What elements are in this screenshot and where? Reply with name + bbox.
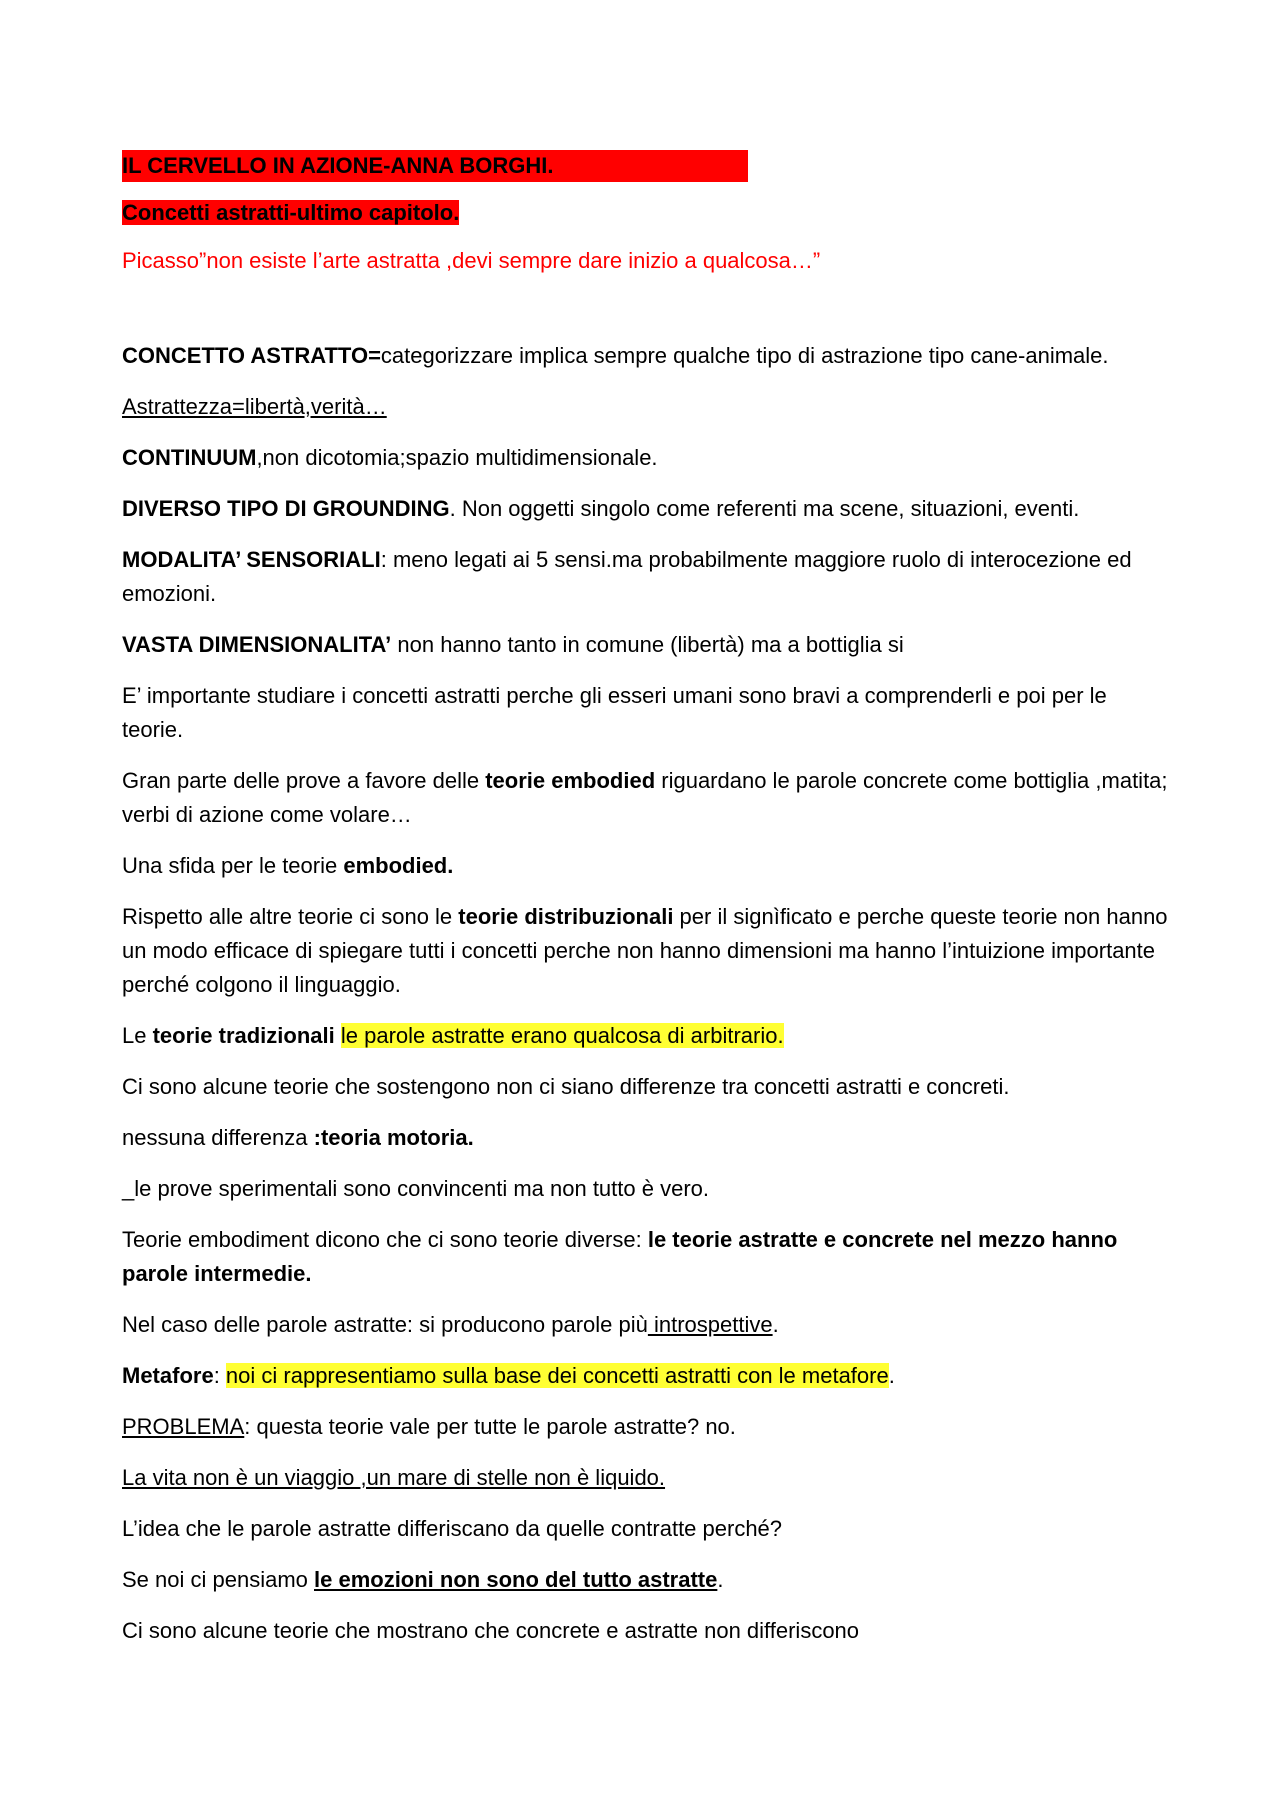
paragraph-tradizionali bbox=[122, 1019, 1172, 1053]
term-teorie-distribuzionali: teorie distribuzionali bbox=[458, 904, 674, 929]
paragraph-emozioni bbox=[122, 1563, 1172, 1597]
paragraph-problema bbox=[122, 1410, 1172, 1444]
paragraph-teoria-motoria bbox=[122, 1121, 1172, 1155]
term-emozioni: le emozioni non sono del tutto astratte bbox=[314, 1567, 718, 1592]
term-grounding: DIVERSO TIPO DI GROUNDING bbox=[122, 496, 450, 521]
paragraph-text bbox=[335, 1023, 341, 1048]
paragraph-importante: E’ importante studiare i concetti astratti perche gli esseri umani sono bravi a comprenderli e poi per le teorie. bbox=[122, 683, 1107, 742]
term-parole-intermedie: le teorie astratte e concrete nel mezzo hanno parole intermedie. bbox=[122, 1227, 1118, 1286]
paragraph-text: : questa teorie vale per tutte le parole astratte? no. bbox=[244, 1414, 736, 1439]
term-modalita-sensoriali: MODALITA’ SENSORIALI bbox=[122, 547, 381, 572]
term-continuum: CONTINUUM bbox=[122, 445, 257, 470]
term-concetto-astratto: CONCETTO ASTRATTO= bbox=[122, 343, 381, 368]
paragraph-continuum bbox=[122, 441, 1172, 475]
underlined-introspettive: introspettive bbox=[647, 1312, 773, 1337]
underlined-astrattezza: Astrattezza=libertà,verità… bbox=[122, 394, 387, 419]
term-teoria-motoria: :teoria motoria. bbox=[313, 1125, 474, 1150]
paragraph-text: per il signìficato e perche queste teorie non hanno un modo efficace di spiegare tutti i concetti perche non hanno dimensioni ma hanno l’intuizione importante perché colgono il linguaggio. bbox=[122, 904, 1168, 997]
paragraph-prove-sperimentali: _le prove sperimentali sono convincenti ma non tutto è vero. bbox=[122, 1176, 709, 1201]
underlined-problema: PROBLEMA bbox=[122, 1414, 245, 1439]
paragraph-grounding bbox=[122, 492, 1172, 526]
paragraph-text: . bbox=[888, 1363, 895, 1388]
picasso-quote: Picasso”non esiste l’arte astratta ,devi sempre dare inizio a qualcosa…” bbox=[122, 248, 821, 273]
paragraph-vasta-dimensionalita bbox=[122, 628, 1172, 662]
paragraph-text: Rispetto alle altre teorie ci sono le bbox=[122, 904, 459, 929]
paragraph-text: Una sfida per le teorie bbox=[122, 853, 344, 878]
paragraph-text: Se noi ci pensiamo bbox=[122, 1567, 314, 1592]
paragraph-text: : meno legati ai 5 sensi.ma probabilmente maggiore ruolo di interocezione ed emozioni. bbox=[122, 547, 1132, 606]
paragraph-embodiment bbox=[122, 1223, 1172, 1291]
paragraph-text: : bbox=[213, 1363, 226, 1388]
term-embodied: embodied. bbox=[343, 853, 454, 878]
term-metafore: Metafore bbox=[122, 1363, 214, 1388]
paragraph-nessuna-differenza-intro: Ci sono alcune teorie che sostengono non ci siano differenze tra concetti astratti e concreti. bbox=[122, 1074, 1010, 1099]
paragraph-text: categorizzare implica sempre qualche tipo di astrazione tipo cane-animale. bbox=[380, 343, 1109, 368]
highlighted-text: le parole astratte erano qualcosa di arbitrario. bbox=[340, 1023, 784, 1048]
paragraph-text: Nel caso delle parole astratte: si producono parole più bbox=[122, 1312, 648, 1337]
term-teorie-embodied: teorie embodied bbox=[485, 768, 656, 793]
paragraph-prove-embodied bbox=[122, 764, 1172, 832]
paragraph-text: non hanno tanto in comune (libertà) ma a bottiglia si bbox=[391, 632, 904, 657]
paragraph-sfida bbox=[122, 849, 1172, 883]
paragraph-introspettive bbox=[122, 1308, 1172, 1342]
paragraph-astrattezza bbox=[122, 390, 1172, 424]
document-title: IL CERVELLO IN AZIONE-ANNA BORGHI. bbox=[122, 150, 748, 182]
paragraph-concetto-astratto bbox=[122, 339, 1172, 373]
document-page bbox=[122, 150, 1172, 1665]
paragraph-text: Le bbox=[122, 1023, 153, 1048]
paragraph-text: nessuna differenza bbox=[122, 1125, 314, 1150]
paragraph-text: ,non dicotomia;spazio multidimensionale. bbox=[256, 445, 658, 470]
document-subtitle bbox=[122, 196, 1172, 230]
paragraph-idea: L’idea che le parole astratte differiscano da quelle contratte perché? bbox=[122, 1516, 783, 1541]
term-vasta-dimensionalita: VASTA DIMENSIONALITA’ bbox=[122, 632, 392, 657]
blank-line bbox=[122, 295, 1172, 339]
paragraph-text: Teorie embodiment dicono che ci sono teorie diverse: bbox=[122, 1227, 648, 1252]
paragraph-non-differiscono: Ci sono alcune teorie che mostrano che concrete e astratte non differiscono bbox=[122, 1618, 860, 1643]
underlined-vita-viaggio: La vita non è un viaggio ,un mare di stelle non è liquido. bbox=[122, 1465, 666, 1490]
term-teorie-tradizionali: teorie tradizionali bbox=[152, 1023, 335, 1048]
highlighted-text: noi ci rappresentiamo sulla base dei concetti astratti con le metafore bbox=[225, 1363, 889, 1388]
paragraph-modalita-sensoriali bbox=[122, 543, 1172, 611]
paragraph-distribuzionali bbox=[122, 900, 1172, 1002]
paragraph-metafore bbox=[122, 1359, 1172, 1393]
paragraph-vita-viaggio bbox=[122, 1461, 1172, 1495]
paragraph-text: riguardano le parole concrete come bottiglia ,matita; verbi di azione come volare… bbox=[122, 768, 1168, 827]
paragraph-text: . bbox=[772, 1312, 779, 1337]
paragraph-text: . Non oggetti singolo come referenti ma scene, situazioni, eventi. bbox=[449, 496, 1080, 521]
subtitle-highlight: Concetti astratti-ultimo capitolo. bbox=[122, 200, 460, 225]
paragraph-text: Gran parte delle prove a favore delle bbox=[122, 768, 486, 793]
paragraph-text: . bbox=[717, 1567, 724, 1592]
